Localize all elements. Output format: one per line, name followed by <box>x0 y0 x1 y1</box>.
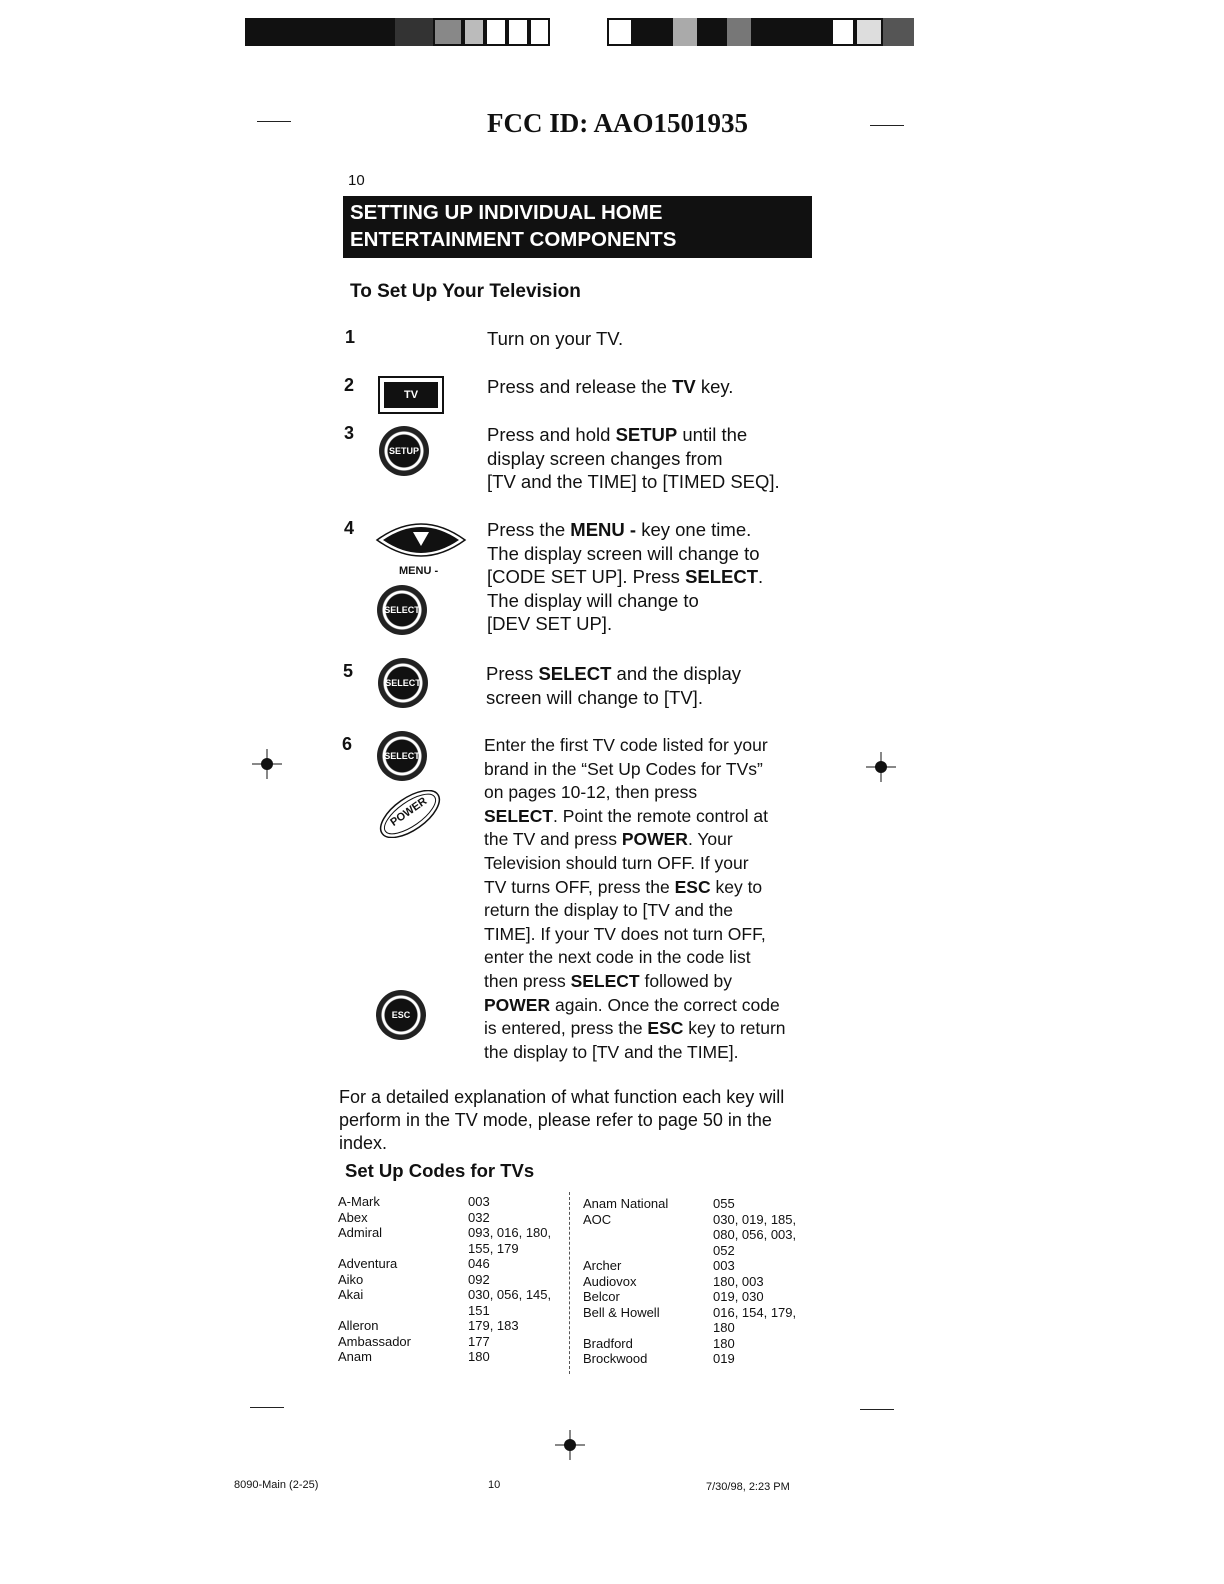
code: 080, 056, 003, <box>713 1227 797 1242</box>
step-line: Press SELECT and the display <box>486 663 742 684</box>
code-row <box>338 1225 568 1241</box>
footer-timestamp: 7/30/98, 2:23 PM <box>706 1481 790 1493</box>
banner-line-2: ENTERTAINMENT COMPONENTS <box>350 228 677 251</box>
setup-button-label: SETUP <box>388 446 419 456</box>
code: 052 <box>713 1242 735 1258</box>
brand: Alleron <box>338 1318 379 1333</box>
power-button-label: POWER <box>388 795 430 829</box>
crop-mark <box>870 125 904 126</box>
code-row <box>583 1305 813 1321</box>
step-line: brand in the “Set Up Codes for TVs” <box>484 758 763 779</box>
code-row <box>583 1320 813 1336</box>
code-row <box>338 1318 568 1334</box>
code: 003 <box>713 1258 735 1273</box>
code-row <box>338 1272 568 1288</box>
brand: Abex <box>338 1209 368 1225</box>
brand: Admiral <box>338 1225 383 1240</box>
fcc-id-header: FCC ID: AAO1501935 <box>487 108 748 138</box>
code-row <box>583 1289 813 1305</box>
brand: A-Mark <box>338 1194 380 1209</box>
step-line: Turn on your TV. <box>487 328 624 349</box>
code: 019 <box>713 1351 735 1366</box>
step-line: [TV and the TIME] to [TIMED SEQ]. <box>487 471 780 493</box>
code: 177 <box>468 1333 490 1349</box>
select-button-icon <box>378 658 428 708</box>
step-line: Television should turn OFF. If your <box>484 852 749 873</box>
code: 030, 056, 145, <box>468 1287 552 1302</box>
step-line: screen will change to [TV]. <box>486 686 703 708</box>
code: 155, 179 <box>468 1240 519 1256</box>
step-number: 2 <box>344 375 355 395</box>
code-row <box>338 1256 568 1272</box>
select-button-label: SELECT <box>384 605 420 615</box>
brand: AOC <box>583 1211 612 1227</box>
registration-bar-right <box>607 18 914 46</box>
step-line: TV turns OFF, press the ESC key to <box>484 876 763 897</box>
brand: Aiko <box>338 1271 364 1287</box>
step-number: 5 <box>343 661 354 681</box>
brand <box>338 1241 468 1257</box>
registration-crosshair-icon <box>866 752 896 782</box>
detail-note: For a detailed explanation of what function each key will perform in the TV mode, please refer to page 50 in the index. <box>339 1087 785 1153</box>
code: 092 <box>468 1271 490 1287</box>
brand: Bell & Howell <box>583 1304 660 1320</box>
code-row <box>338 1210 568 1226</box>
step-line: is entered, press the ESC key to return <box>484 1018 786 1039</box>
brand: Anam <box>338 1349 372 1364</box>
code-row <box>583 1336 813 1352</box>
step-line: on pages 10-12, then press <box>484 782 698 803</box>
code-row <box>338 1303 568 1319</box>
crop-mark <box>250 1407 284 1408</box>
code: 151 <box>468 1302 490 1318</box>
code: 093, 016, 180, <box>468 1225 552 1240</box>
code: 016, 154, 179, <box>713 1304 797 1320</box>
code-row <box>583 1212 813 1228</box>
tv-key-label: TV <box>384 382 438 408</box>
step-2-text <box>487 375 733 399</box>
code: 046 <box>468 1256 490 1271</box>
code-row <box>583 1258 813 1274</box>
brand: Akai <box>338 1287 364 1302</box>
code: 180 <box>713 1320 735 1335</box>
code: 180 <box>713 1335 735 1351</box>
section-title: To Set Up Your Television <box>350 281 581 302</box>
brand: Adventura <box>338 1256 398 1271</box>
code: 030, 019, 185, <box>713 1211 797 1227</box>
registration-bar-left <box>245 18 550 46</box>
step-1-text <box>487 327 623 351</box>
select-button-icon <box>377 585 427 635</box>
code-row <box>338 1287 568 1303</box>
select-button-icon <box>377 731 427 781</box>
code-row <box>338 1194 568 1210</box>
code-row <box>338 1349 568 1365</box>
power-button-icon <box>374 790 446 838</box>
step-line: POWER again. Once the correct code <box>484 994 780 1015</box>
code: 180 <box>468 1349 490 1364</box>
step-line: [CODE SET UP]. Press SELECT. <box>487 566 764 588</box>
step-line: enter the next code in the code list <box>484 947 751 968</box>
step-line: [DEV SET UP]. <box>487 613 613 635</box>
code-row <box>338 1334 568 1350</box>
step-line: The display will change to <box>487 589 699 611</box>
crop-mark <box>860 1409 894 1410</box>
brand <box>338 1303 468 1319</box>
step-5-text <box>486 662 741 709</box>
footer-left: 8090-Main (2-25) <box>234 1479 319 1491</box>
step-number: 3 <box>344 423 355 443</box>
codes-table-right <box>583 1196 813 1367</box>
brand: Belcor <box>583 1289 620 1304</box>
brand: Archer <box>583 1258 622 1273</box>
step-number: 4 <box>344 518 355 538</box>
esc-button-label: ESC <box>391 1010 411 1020</box>
menu-down-key-icon <box>373 516 469 564</box>
code-row <box>583 1196 813 1212</box>
codes-table-left <box>338 1194 568 1365</box>
brand: Brockwood <box>583 1351 648 1366</box>
code: 179, 183 <box>468 1318 519 1333</box>
brand: Anam National <box>583 1196 669 1211</box>
code-row <box>583 1227 813 1243</box>
step-line: The display screen will change to <box>487 542 760 564</box>
step-line: TIME]. If your TV does not turn OFF, <box>484 923 766 944</box>
brand <box>583 1243 713 1259</box>
code: 019, 030 <box>713 1289 764 1304</box>
brand: Ambassador <box>338 1333 411 1349</box>
banner-line-1: SETTING UP INDIVIDUAL HOME <box>350 201 663 224</box>
brand <box>583 1227 713 1243</box>
step-line: then press SELECT followed by <box>484 970 733 991</box>
registration-crosshair-icon <box>252 749 282 779</box>
column-divider <box>569 1192 570 1374</box>
brand: Audiovox <box>583 1273 637 1289</box>
page-number-top: 10 <box>348 172 365 189</box>
step-line: Press and hold SETUP until the <box>487 424 748 445</box>
code: 180, 003 <box>713 1273 764 1289</box>
registration-crosshair-icon <box>555 1430 585 1460</box>
setup-button-icon <box>379 426 429 476</box>
step-line: Press and release the TV key. <box>487 376 734 397</box>
code-row <box>338 1241 568 1257</box>
code: 003 <box>468 1194 490 1209</box>
codes-title: Set Up Codes for TVs <box>345 1160 535 1181</box>
code: 055 <box>713 1196 735 1211</box>
select-button-label: SELECT <box>385 678 421 688</box>
esc-button-icon <box>376 990 426 1040</box>
section-banner <box>343 196 812 258</box>
step-line: display screen changes from <box>487 447 723 469</box>
select-button-label: SELECT <box>384 751 420 761</box>
step-3-text <box>487 423 780 494</box>
menu-key-label: MENU - <box>399 565 439 577</box>
step-6-text <box>484 734 786 1064</box>
footer-page-number: 10 <box>488 1479 501 1491</box>
step-line: the TV and press POWER. Your <box>484 829 733 850</box>
code-row <box>583 1351 813 1367</box>
step-number: 6 <box>342 734 353 754</box>
brand: Bradford <box>583 1335 633 1351</box>
code-row <box>583 1243 813 1259</box>
tv-key-icon <box>378 376 444 414</box>
step-line: Press the MENU - key one time. <box>487 519 752 540</box>
brand <box>583 1320 713 1336</box>
step-line: SELECT. Point the remote control at <box>484 805 769 826</box>
step-line: return the display to [TV and the <box>484 900 734 921</box>
step-number: 1 <box>345 327 356 347</box>
step-line: the display to [TV and the TIME]. <box>484 1041 739 1062</box>
code: 032 <box>468 1209 490 1225</box>
code-row <box>583 1274 813 1290</box>
step-4-text <box>487 518 763 636</box>
step-line: Enter the first TV code listed for your <box>484 735 768 755</box>
crop-mark <box>257 121 291 122</box>
